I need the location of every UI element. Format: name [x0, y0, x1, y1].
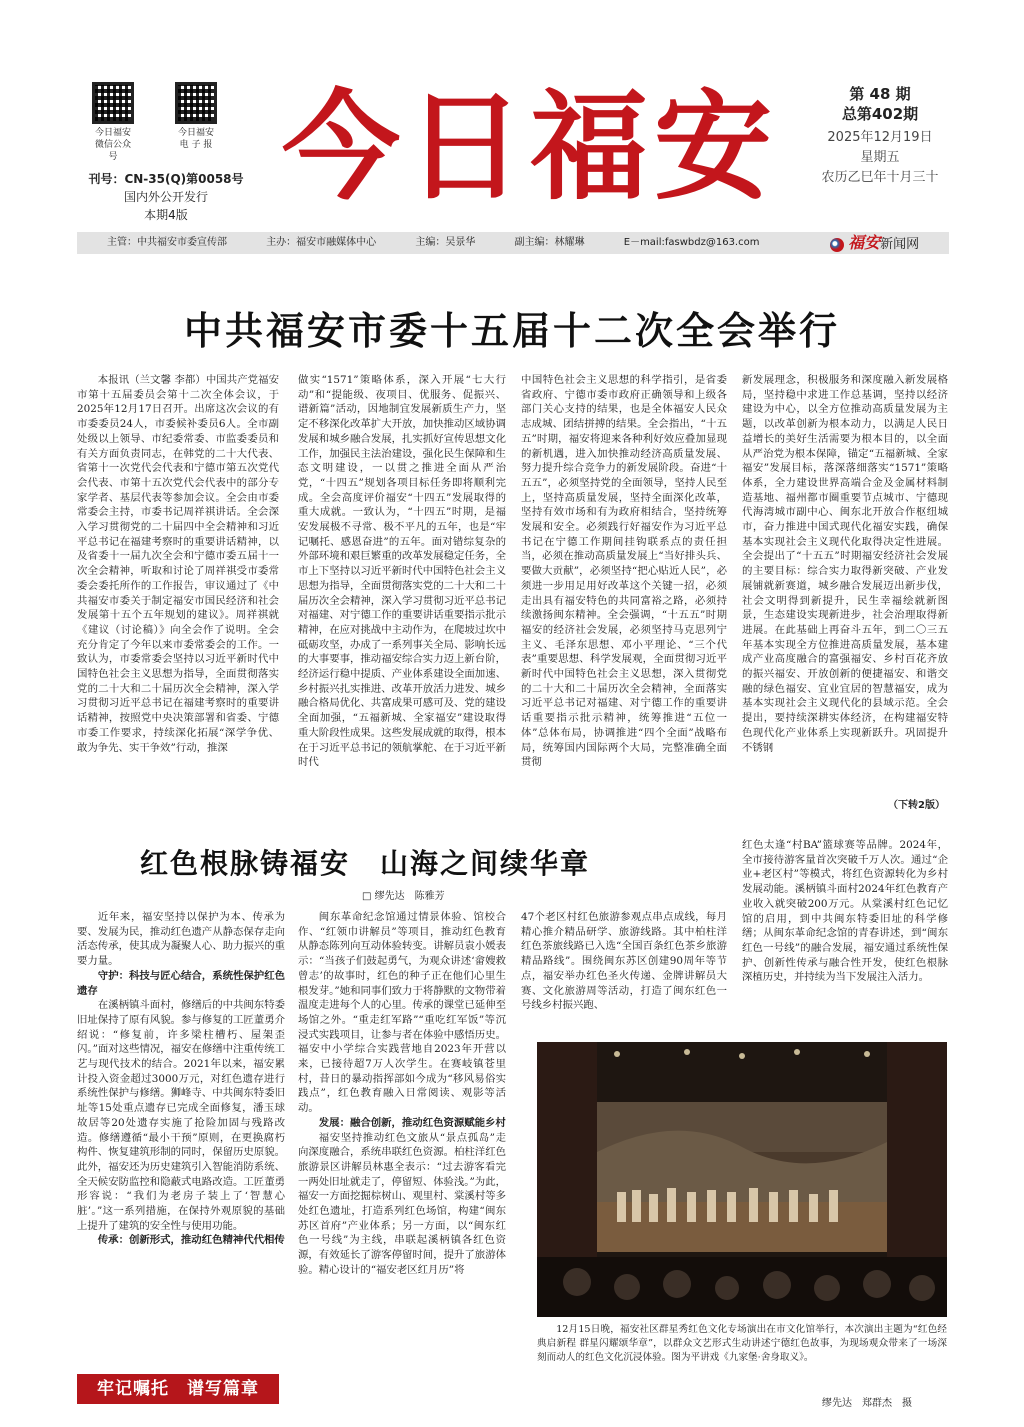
- article1-column-4: [742, 373, 948, 798]
- masthead-title: 今日福安: [282, 77, 779, 216]
- issue-number: 第 48 期: [849, 85, 911, 103]
- info-bar: [77, 232, 949, 254]
- article2-column-3: [521, 910, 727, 1035]
- logo-text: 福安: [848, 233, 881, 252]
- publication-info: [76, 170, 256, 224]
- qr-code-wechat[interactable]: [92, 82, 134, 163]
- feature-headline: 红色根脉铸福安 山海之间续华章: [140, 847, 591, 880]
- qr-code-epaper[interactable]: [175, 82, 217, 151]
- qr2-label-1: 今日福安: [177, 128, 214, 138]
- issue-lunar: 农历乙巳年十月三十: [821, 170, 939, 185]
- logo-suffix: 新闻网: [880, 237, 920, 252]
- slogan-banner: 牢记嘱托 谱写篇章: [77, 1374, 279, 1404]
- article2-subhead-1: 守护：科技与匠心结合，系统性保护红色遗存: [77, 969, 285, 997]
- article2-col2b-text: 福安坚持推动红色文旅从“景点孤岛”走向深度融合，系统串联红色资源。柏柱洋红色旅游景区讲解员林惠全表示：“过去游客看完一两处旧址就走了，停留短、体验浅。”为此，福安一方面挖掘棕树山、观里村、棠溪村等多处红色遗址，打造系列红色场馆，构建“闽东苏区首府”产业体系；另一方面，以“闽东红色一号线”为主线，串联起溪柄镇各红色资源，有效延长了游客停留时间，提升了旅游体验。精心设计的“福安老区红月历”将: [298, 1131, 506, 1276]
- qr1-label-1: 今日福安: [94, 128, 131, 138]
- distribution: 国内外公开发行: [123, 190, 208, 204]
- article1-column-3: [521, 373, 727, 813]
- main-headline: 中共福安市委十五届十二次全会举行: [183, 309, 840, 353]
- article1-col3-text: 中国特色社会主义思想的科学指引，是省委省政府、宁德市委市政府正确领导和上级各部门关心支持的结果，也是全体福安人民众志成城、团结拼搏的结果。全会指出，“十五五”时期，福安将迎来各种利好效应叠加显现的新机遇，进入加快推动经济高质量发展、努力提升综合竞争力的新发展阶段。奋进“十五五”，必须坚持党的全面领导，坚持人民至上，坚持高质量发展，坚持全面深化改革，坚持有效市场和有为政府相结合，坚持统筹发展和安全。必须践行好福安作为习近平总书记在宁德工作期间挂钩联系点的责任担当，必须在推动高质量发展上“当好排头兵、要做大贡献”，必须坚持“把心贴近人民”，必须进一步用足用好改革这个关键一招，必须走出具有福安特色的共同富裕之路，必须持续激扬闽东精神。全会强调，“十五五”时期福安的经济社会发展，必须坚持马克思列宁主义、毛泽东思想、邓小平理论、“三个代表”重要思想、科学发展观，全面贯彻习近平新时代中国特色社会主义思想，深入贯彻党的二十大和二十届历次全会精神，全面落实习近平总书记对福建、对宁德工作的重要讲话重要指示批示精神，统筹推进“五位一体”总体布局，协调推进“四个全面”战略布局，统筹国内国际两个大局，完整准确全面贯彻: [521, 374, 727, 769]
- article1-column-2: [298, 373, 506, 813]
- stage-performance-photo: [537, 1042, 947, 1317]
- article2-intro: 近年来，福安坚持以保护为本、传承为要、发展为民，推动红色遗产从静态保存走向活态传承，使其成为凝聚人心、助力振兴的重要力量。: [77, 911, 285, 968]
- article1-col2-text: 做实“1571”策略体系，深入开展“七大行动”和“提能级、夜项目、优服务、促振兴、谱新篇”活动，因地制宜发展新质生产力，坚定不移深化改革扩大开放，加快推动区域协调发展和城乡融合发展，扎实抓好宣传思想文化工作，加强民主法治建设，强化民生保障和生态文明建设，一以贯之推进全面从严治党，“十四五”规划各项目标任务即将顺利完成。全会高度评价福安“十四五”发展取得的重大成就。一致认为，“十四五”时期，是福安发展极不寻常、极不平凡的五年，也是“牢记嘱托、感恩奋进”的五年。面对错综复杂的外部环境和艰巨繁重的改革发展稳定任务，全市上下坚持以习近平新时代中国特色社会主义思想为指导，全面贯彻落实党的二十大和二十届历次全会精神，深入学习贯彻习近平总书记对福建、对宁德工作的重要讲话重要指示批示精神，在应对挑战中主动作为，在爬坡过坎中砥砺攻坚，办成了一系列事关全局、影响长远的大事要事，推动福安综合实力迈上新台阶，经济运行稳中提质、产业体系建设全面加速、乡村振兴扎实推进、改革开放活力进发、城乡融合格局优化、共富成果可感可及、党的建设全面加强，“五福新城、全家福安”建设取得重大阶段性成果。这些发展成就的取得，根本在于习近平总书记的领航掌舵、在于习近平新时代: [298, 374, 506, 769]
- qr2-label-2: 电 子 报: [179, 140, 213, 150]
- article2-column-2: [298, 910, 506, 1412]
- photo-caption: 12月15日晚，福安社区群星秀红色文化专场演出在市文化馆举行，本次演出主题为“红色经典启新程 群星闪耀颂华章”，以群众文艺形式生动讲述宁德红色故事，为现场观众带来了一场深刻而动人的红色文化沉浸体验。图为平讲戏《九家堡·舍身取义》。: [537, 1324, 947, 1363]
- issue-date: 2025年12月19日: [827, 130, 933, 145]
- continued-note[interactable]: （下转2版）: [888, 800, 945, 811]
- email[interactable]: E－mail:faswbdz@163.com: [623, 237, 760, 248]
- article2-col2-text: 闽东革命纪念馆通过情景体验、馆校合作、“红领巾讲解员”等项目，推动红色教育从静态陈列向互动体验转变。讲解员袁小媛表示：“当孩子们鼓起勇气，为观众讲述‘畲嫂救曾志’的故事时，红色的种子正在他们心里生根发芽。”她和同事们致力于将静默的文物带着温度走进每个人的心里。传承的课堂已延伸至场馆之外。“重走红军路”“重吃红军饭”等沉浸式实践项目，让参与者在体验中感悟历史。福安中小学综合实践营地自2023年开营以来，已接待超7万人次学生。在赛岐镇苍里村，昔日的暴动指挥部如今成为“移风易俗实践点”，红色教育融入日常阅读、观影等活动。: [298, 911, 506, 1115]
- news-site-logo[interactable]: [830, 230, 919, 253]
- article1-column-1: [77, 373, 279, 813]
- kanhao: 刊号：CN-35(Q)第0058号: [88, 172, 244, 186]
- logo-swirl-icon: [830, 238, 844, 252]
- article2-column-1: [77, 910, 285, 1370]
- supervisor: 主管：中共福安市委宣传部: [107, 237, 227, 248]
- photo-credit: 缪先达 郑群杰 摄: [822, 1398, 912, 1409]
- article1-col4-text: 新发展理念，积极服务和深度融入新发展格局，坚持稳中求进工作总基调，坚持以经济建设为中心，以全方位推动高质量发展为主题，以改革创新为根本动力，以满足人民日益增长的美好生活需要为根本目的，以全面从严治党为根本保障，锚定“五福新城、全家福安”发展目标，落深落细落实“1571”策略体系，全力建设世界高端合金及金属材料制造基地、福州都市圈重要节点城市、宁德现代海湾城市副中心、闽东北开放合作枢纽城市，奋力推进中国式现代化福安实践，确保基本实现社会主义现代化取得决定性进展。全会提出了“十五五”时期福安经济社会发展的主要目标：综合实力取得新突破、产业发展铺就新赛道，城乡融合发展迈出新步伐，社会文明得到新提升，民生幸福绘就新图景，生态建设实现新进步，社会治理取得新进展。在此基础上再奋斗五年，到二〇三五年基本实现全方位推进高质量发展，基本建成产业高度融合的富强福安、乡村百花齐放的振兴福安、开放创新的便捷福安、和谐交融的绿色福安、宜业宜居的智慧福安，成为基本实现社会主义现代化的县域示范。全会提出，要持续深耕实体经济，在构建福安特色现代化产业体系上实现新跃升。巩固提升不锈钢: [742, 374, 948, 754]
- issue-weekday: 星期五: [860, 150, 900, 165]
- page-count: 本期4版: [144, 208, 188, 222]
- article2-col3-text: 47个老区村红色旅游参观点串点成线，每月精心推介精品研学、旅游线路。其中柏柱洋红色茶旅线路已入选“全国百条红色茶乡旅游精品路线”。围绕闽东苏区创建90周年等节点，福安举办红色圣火传递、金牌讲解员大赛、文化旅游周等活动，打造了闽东红色一号线乡村振兴跑、: [521, 911, 727, 1012]
- qr1-label-2: 微信公众号: [94, 140, 131, 162]
- chief-editor: 主编：吴景华: [415, 237, 476, 248]
- deputy-editor: 副主编：林耀琳: [514, 237, 585, 248]
- article2-subhead-3: 发展：融合创新，推动红色资源赋能乡村: [318, 1116, 506, 1129]
- stage-scene-illustration: [537, 1042, 947, 1317]
- article2-col1-body: 在溪柄镇斗面村，修缮后的中共闽东特委旧址保持了原有风貌。参与修复的工匠董勇介绍说：“修复前，许多梁柱槽朽、屋架歪闪。”面对这些情况，福安在修缮中注重传统工艺与现代技术的结合。2021年以来，福安累计投入资金超过3000万元，对红色遗存进行系统性保护与修缮。狮峰寺、中共闽东特委旧址等15处重点遗存已完成全面修复，潘玉球故居等20处遗存实施了抢险加固与残路改造。修缮遵循“最小干预”原则，在更换腐朽构件、恢复建筑形制的同时，保留历史原貌。此外，福安还为历史建筑引入智能消防系统、全天候安防监控和隐蔽式电路改造。工匠董勇形容说：“我们为老房子装上了‘智慧心脏’。”这一系列措施，在保持外观原貌的基础上提升了建筑的安全性与使用功能。: [77, 999, 285, 1232]
- issue-info: [800, 84, 960, 188]
- article2-column-4: [742, 838, 948, 1036]
- issue-total: 总第402期: [841, 105, 919, 123]
- article2-col4-text: 红色太逢“村BA”篮球赛等品牌。2024年，全市接待游客量首次突破千万人次。通过“企业+老区村”等模式，将红色资源转化为乡村发展动能。溪柄镇斗面村2024年红色教育产业收入就突破200万元。从棠溪村红色记忆馆的启用，到中共闽东特委旧址的科学修缮；从闽东革命纪念馆的青春讲述，到“闽东红色一号线”的融合发展，福安通过系统性保护、创新性传承与融合性开发，使红色根脉深植历史，并持续为当下发展注入活力。: [742, 839, 948, 984]
- article1-col1-text: 本报讯（兰文馨 李都）中国共产党福安市第十五届委员会第十二次全体会议，于2025年12月17日召开。出席这次会议的有市委委员24人，市委候补委员6人。全市副处级以上领导、市纪委常委、市监委委员和有关方面负责同志，在韩党的二十大代表、省第十一次党代会代表和宁德市第五次党代会代表、市第十五次党代会代表中的部分专家学者、基层代表等参加会议。全会由市委常委会主持，市委书记周祥祺讲话。全会深入学习贯彻党的二十届四中全会精神和习近平总书记在福建考察时的重要讲话精神，以及省委十一届九次全会和宁德市委五届十一次全会精神，听取和讨论了周祥祺受市委常委会委托所作的工作报告，审议通过了《中共福安市委关于制定福安市国民经济和社会发展第十五个五年规划的建议》。周祥祺就《建议（讨论稿）》向全会作了说明。全会充分肯定了今年以来市委常委会的工作。一致认为，市委常委会坚持以习近平新时代中国特色社会主义思想为指导，全面贯彻落实党的二十大和二十届历次全会精神，深入学习贯彻习近平总书记在福建考察时的重要讲话精神，按照党中央决策部署和省委、宁德市委工作要求，持续深化拓展“深学争优、敢为争先、实干争效”行动，推深: [77, 374, 279, 754]
- feature-byline: □ 缪先达 陈雅芳: [362, 891, 445, 902]
- article2-subhead-2: 传承：创新形式，推动红色精神代代相传: [97, 1234, 285, 1247]
- sponsor: 主办：福安市融媒体中心: [266, 237, 377, 248]
